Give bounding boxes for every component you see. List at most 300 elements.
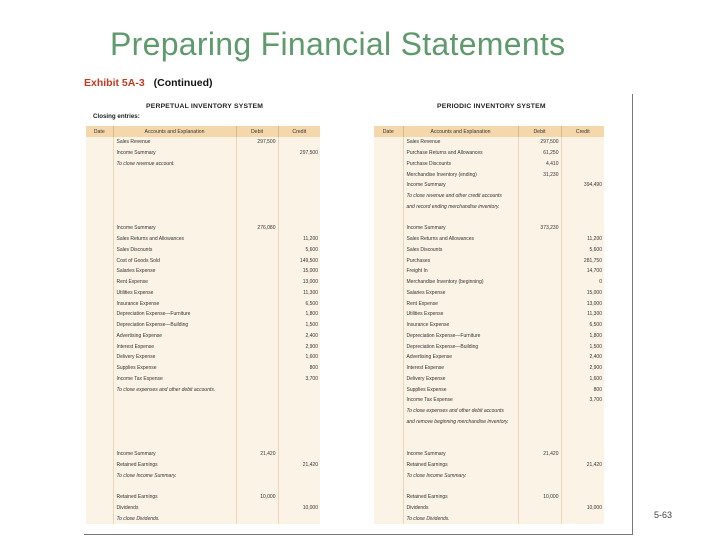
debit-cell: 276,080: [236, 223, 278, 234]
credit-cell: 394,490: [561, 180, 604, 191]
credit-cell: 21,420: [561, 460, 604, 471]
credit-cell: [561, 417, 604, 428]
date-cell: [374, 481, 403, 492]
table-row: [86, 137, 320, 148]
account-cell: Sales Discounts: [113, 245, 236, 256]
credit-cell: [278, 223, 320, 234]
table-row: [86, 277, 320, 288]
debit-cell: [236, 503, 278, 514]
table-row: [86, 395, 320, 406]
date-cell: [374, 212, 403, 223]
date-cell: [86, 374, 113, 385]
table-row: [374, 513, 604, 524]
debit-cell: [518, 460, 561, 471]
date-cell: [374, 288, 403, 299]
credit-cell: [278, 513, 320, 524]
date-cell: [86, 417, 113, 428]
date-cell: [86, 277, 113, 288]
debit-cell: [518, 298, 561, 309]
table-row: [86, 406, 320, 417]
date-cell: [374, 191, 403, 202]
table-row: [374, 245, 604, 256]
debit-cell: [236, 320, 278, 331]
date-cell: [374, 298, 403, 309]
credit-cell: [278, 191, 320, 202]
column-header-debit: Debit: [236, 126, 278, 137]
debit-cell: [518, 513, 561, 524]
table-row: [86, 513, 320, 524]
debit-cell: [518, 438, 561, 449]
date-cell: [374, 449, 403, 460]
debit-cell: [236, 266, 278, 277]
account-cell: Purchase Discounts: [403, 159, 518, 170]
table-row: [374, 223, 604, 234]
date-cell: [374, 492, 403, 503]
debit-cell: [518, 212, 561, 223]
date-cell: [374, 406, 403, 417]
debit-cell: 10,000: [518, 492, 561, 503]
date-cell: [86, 449, 113, 460]
account-cell: Depreciation Expense—Building: [403, 341, 518, 352]
credit-cell: [561, 449, 604, 460]
credit-cell: [278, 406, 320, 417]
credit-cell: 2,900: [561, 363, 604, 374]
account-cell: Salaries Expense: [113, 266, 236, 277]
account-cell: and record ending merchandise inventory.: [403, 202, 518, 213]
debit-cell: [518, 309, 561, 320]
table-row: [86, 202, 320, 213]
debit-cell: [236, 298, 278, 309]
account-cell: Retained Earnings: [403, 460, 518, 471]
debit-cell: 297,500: [236, 137, 278, 148]
table-row: [374, 384, 604, 395]
account-cell: Sales Revenue: [403, 137, 518, 148]
date-cell: [374, 234, 403, 245]
credit-cell: 2,400: [278, 331, 320, 342]
table-row: [374, 169, 604, 180]
debit-cell: [518, 288, 561, 299]
debit-cell: [518, 481, 561, 492]
account-cell: Retained Earnings: [403, 492, 518, 503]
debit-cell: 21,420: [236, 449, 278, 460]
table-row: [374, 266, 604, 277]
account-cell: To close expenses and other debit accounts: [403, 406, 518, 417]
account-cell: Dividends: [403, 503, 518, 514]
debit-cell: [518, 363, 561, 374]
date-cell: [374, 352, 403, 363]
debit-cell: [518, 191, 561, 202]
debit-cell: 373,230: [518, 223, 561, 234]
debit-cell: [236, 245, 278, 256]
debit-cell: [518, 427, 561, 438]
credit-cell: [561, 191, 604, 202]
exhibit-number: Exhibit 5A-3: [84, 77, 145, 89]
account-cell: Income Summary: [403, 449, 518, 460]
table-row: [374, 331, 604, 342]
exhibit-continued: (Continued): [153, 77, 213, 89]
date-cell: [374, 341, 403, 352]
credit-cell: 1,500: [561, 341, 604, 352]
date-cell: [86, 180, 113, 191]
debit-cell: 21,420: [518, 449, 561, 460]
credit-cell: 13,000: [561, 298, 604, 309]
debit-cell: [236, 331, 278, 342]
debit-cell: [236, 169, 278, 180]
account-cell: Supplies Expense: [113, 363, 236, 374]
credit-cell: 5,600: [561, 245, 604, 256]
debit-cell: [518, 266, 561, 277]
credit-cell: 15,000: [561, 288, 604, 299]
debit-cell: [518, 331, 561, 342]
account-cell: Income Tax Expense: [113, 374, 236, 385]
debit-cell: [518, 234, 561, 245]
credit-cell: 800: [278, 363, 320, 374]
debit-cell: [236, 202, 278, 213]
date-cell: [374, 277, 403, 288]
date-cell: [86, 212, 113, 223]
debit-cell: [236, 374, 278, 385]
date-cell: [86, 341, 113, 352]
account-cell: [113, 427, 236, 438]
credit-cell: [561, 169, 604, 180]
account-cell: [113, 169, 236, 180]
credit-cell: 15,000: [278, 266, 320, 277]
debit-cell: [236, 234, 278, 245]
credit-cell: 800: [561, 384, 604, 395]
account-cell: Merchandise Inventory (ending): [403, 169, 518, 180]
debit-cell: [236, 438, 278, 449]
account-cell: Income Tax Expense: [403, 395, 518, 406]
table-row: [374, 503, 604, 514]
date-cell: [86, 245, 113, 256]
date-cell: [374, 159, 403, 170]
account-cell: Insurance Expense: [403, 320, 518, 331]
debit-cell: [518, 374, 561, 385]
date-cell: [374, 202, 403, 213]
debit-cell: [518, 277, 561, 288]
credit-cell: 3,700: [278, 374, 320, 385]
debit-cell: [518, 202, 561, 213]
account-cell: [403, 427, 518, 438]
table-row: [374, 427, 604, 438]
periodic-journal-table: [374, 126, 604, 524]
credit-cell: [561, 438, 604, 449]
date-cell: [374, 470, 403, 481]
date-cell: [86, 288, 113, 299]
date-cell: [86, 460, 113, 471]
debit-cell: [236, 159, 278, 170]
table-row: [86, 309, 320, 320]
table-row: [374, 191, 604, 202]
debit-cell: [236, 352, 278, 363]
table-row: [86, 363, 320, 374]
account-cell: [113, 481, 236, 492]
credit-cell: 11,300: [561, 309, 604, 320]
table-row: [86, 470, 320, 481]
table-row: [374, 363, 604, 374]
table-row: [374, 137, 604, 148]
periodic-title: PERIODIC INVENTORY SYSTEM: [437, 103, 546, 110]
date-cell: [86, 363, 113, 374]
perpetual-journal-table: [86, 126, 320, 524]
credit-cell: [278, 449, 320, 460]
account-cell: Income Summary: [113, 449, 236, 460]
credit-cell: [561, 212, 604, 223]
debit-cell: 297,500: [518, 137, 561, 148]
date-cell: [374, 309, 403, 320]
column-header-accounts: Accounts and Explanation: [113, 126, 236, 137]
account-cell: Depreciation Expense—Furniture: [403, 331, 518, 342]
table-row: [374, 417, 604, 428]
account-cell: To close Dividends.: [113, 513, 236, 524]
credit-cell: [561, 148, 604, 159]
credit-cell: [561, 427, 604, 438]
date-cell: [86, 384, 113, 395]
credit-cell: [278, 438, 320, 449]
credit-cell: [278, 395, 320, 406]
date-cell: [374, 395, 403, 406]
account-cell: Utilities Expense: [113, 288, 236, 299]
account-cell: and remove beginning merchandise inventory.: [403, 417, 518, 428]
table-row: [86, 148, 320, 159]
date-cell: [86, 513, 113, 524]
account-cell: To close revenue and other credit accounts: [403, 191, 518, 202]
date-cell: [86, 191, 113, 202]
table-row: [374, 492, 604, 503]
account-cell: Advertising Expense: [403, 352, 518, 363]
account-cell: Insurance Expense: [113, 298, 236, 309]
date-cell: [86, 169, 113, 180]
date-cell: [86, 148, 113, 159]
date-cell: [86, 223, 113, 234]
debit-cell: [518, 503, 561, 514]
credit-cell: 11,200: [561, 234, 604, 245]
credit-cell: 1,800: [278, 309, 320, 320]
debit-cell: [236, 513, 278, 524]
account-cell: Interest Expense: [113, 341, 236, 352]
date-cell: [374, 374, 403, 385]
table-row: [374, 288, 604, 299]
table-row: [374, 460, 604, 471]
debit-cell: [236, 341, 278, 352]
account-cell: Income Summary: [113, 223, 236, 234]
credit-cell: 1,600: [561, 374, 604, 385]
debit-cell: [518, 255, 561, 266]
credit-cell: [278, 212, 320, 223]
table-row: [86, 449, 320, 460]
table-row: [86, 417, 320, 428]
debit-cell: 31,230: [518, 169, 561, 180]
credit-cell: 1,500: [278, 320, 320, 331]
debit-cell: [236, 255, 278, 266]
account-cell: Purchases: [403, 255, 518, 266]
date-cell: [374, 320, 403, 331]
date-cell: [374, 363, 403, 374]
debit-cell: [236, 191, 278, 202]
credit-cell: 14,700: [561, 266, 604, 277]
table-row: [86, 191, 320, 202]
credit-cell: [278, 384, 320, 395]
account-cell: Income Summary: [113, 148, 236, 159]
account-cell: Depreciation Expense—Building: [113, 320, 236, 331]
date-cell: [374, 460, 403, 471]
debit-cell: [236, 384, 278, 395]
account-cell: [113, 438, 236, 449]
table-row: [374, 255, 604, 266]
credit-cell: [278, 417, 320, 428]
credit-cell: [561, 406, 604, 417]
account-cell: To close Dividends.: [403, 513, 518, 524]
date-cell: [374, 255, 403, 266]
account-cell: Advertising Expense: [113, 331, 236, 342]
table-row: [86, 341, 320, 352]
debit-cell: [518, 245, 561, 256]
table-row: [374, 309, 604, 320]
account-cell: Dividends: [113, 503, 236, 514]
date-cell: [374, 513, 403, 524]
credit-cell: 149,500: [278, 255, 320, 266]
date-cell: [374, 427, 403, 438]
table-row: [374, 406, 604, 417]
account-cell: Freight In: [403, 266, 518, 277]
credit-cell: [278, 481, 320, 492]
table-row: [374, 234, 604, 245]
credit-cell: 1,600: [278, 352, 320, 363]
credit-cell: [561, 481, 604, 492]
credit-cell: 13,000: [278, 277, 320, 288]
table-row: [374, 202, 604, 213]
column-header-date: Date: [86, 126, 113, 137]
account-cell: Sales Returns and Allowances: [113, 234, 236, 245]
account-cell: [113, 212, 236, 223]
table-row: [86, 438, 320, 449]
debit-cell: [236, 427, 278, 438]
debit-cell: [518, 352, 561, 363]
credit-cell: [561, 202, 604, 213]
credit-cell: 10,000: [278, 503, 320, 514]
date-cell: [86, 395, 113, 406]
column-header-debit: Debit: [518, 126, 561, 137]
credit-cell: [278, 202, 320, 213]
credit-cell: 6,500: [561, 320, 604, 331]
table-row: [374, 438, 604, 449]
table-row: [86, 384, 320, 395]
date-cell: [374, 169, 403, 180]
table-row: [374, 470, 604, 481]
perpetual-title: PERPETUAL INVENTORY SYSTEM: [146, 103, 264, 110]
account-cell: Sales Discounts: [403, 245, 518, 256]
account-cell: Rent Expense: [403, 298, 518, 309]
table-row: [86, 460, 320, 471]
table-row: [86, 298, 320, 309]
credit-cell: [278, 159, 320, 170]
date-cell: [86, 503, 113, 514]
column-header-accounts: Accounts and Explanation: [403, 126, 518, 137]
debit-cell: 4,410: [518, 159, 561, 170]
credit-cell: 297,500: [278, 148, 320, 159]
account-cell: Interest Expense: [403, 363, 518, 374]
date-cell: [86, 137, 113, 148]
account-cell: [403, 212, 518, 223]
credit-cell: [561, 513, 604, 524]
date-cell: [86, 438, 113, 449]
table-row: [374, 395, 604, 406]
table-row: [86, 427, 320, 438]
account-cell: To close Income Summary.: [113, 470, 236, 481]
table-row: [86, 503, 320, 514]
table-row: [374, 148, 604, 159]
credit-cell: 281,750: [561, 255, 604, 266]
debit-cell: [518, 417, 561, 428]
credit-cell: 2,400: [561, 352, 604, 363]
date-cell: [86, 255, 113, 266]
credit-cell: 21,420: [278, 460, 320, 471]
table-row: [374, 159, 604, 170]
table-row: [86, 159, 320, 170]
account-cell: Supplies Expense: [403, 384, 518, 395]
debit-cell: [236, 148, 278, 159]
credit-cell: 10,000: [561, 503, 604, 514]
debit-cell: [236, 481, 278, 492]
date-cell: [86, 331, 113, 342]
table-row: [86, 234, 320, 245]
credit-cell: [561, 492, 604, 503]
account-cell: To close Income Summary.: [403, 470, 518, 481]
table-row: [86, 320, 320, 331]
account-cell: Salaries Expense: [403, 288, 518, 299]
table-row: [86, 245, 320, 256]
date-cell: [86, 266, 113, 277]
date-cell: [86, 320, 113, 331]
table-row: [86, 288, 320, 299]
debit-cell: [236, 406, 278, 417]
account-cell: Depreciation Expense—Furniture: [113, 309, 236, 320]
account-cell: Retained Earnings: [113, 492, 236, 503]
account-cell: [403, 481, 518, 492]
closing-entries-label: Closing entries:: [93, 113, 140, 120]
date-cell: [86, 492, 113, 503]
table-row: [86, 212, 320, 223]
debit-cell: 61,250: [518, 148, 561, 159]
page-title: Preparing Financial Statements: [110, 26, 566, 62]
account-cell: Retained Earnings: [113, 460, 236, 471]
date-cell: [374, 417, 403, 428]
credit-cell: 11,300: [278, 288, 320, 299]
debit-cell: [518, 470, 561, 481]
credit-cell: [278, 427, 320, 438]
credit-cell: [278, 180, 320, 191]
credit-cell: [278, 137, 320, 148]
credit-cell: [278, 169, 320, 180]
credit-cell: [561, 137, 604, 148]
debit-cell: [518, 384, 561, 395]
account-cell: [113, 191, 236, 202]
debit-cell: [518, 395, 561, 406]
credit-cell: 1,800: [561, 331, 604, 342]
account-cell: Cost of Goods Sold: [113, 255, 236, 266]
credit-cell: 3,700: [561, 395, 604, 406]
debit-cell: [236, 417, 278, 428]
date-cell: [86, 234, 113, 245]
table-row: [374, 180, 604, 191]
date-cell: [86, 352, 113, 363]
table-row: [374, 320, 604, 331]
table-row: [86, 331, 320, 342]
account-cell: Sales Revenue: [113, 137, 236, 148]
exhibit-label: [84, 77, 213, 89]
debit-cell: [518, 180, 561, 191]
account-cell: Delivery Expense: [113, 352, 236, 363]
